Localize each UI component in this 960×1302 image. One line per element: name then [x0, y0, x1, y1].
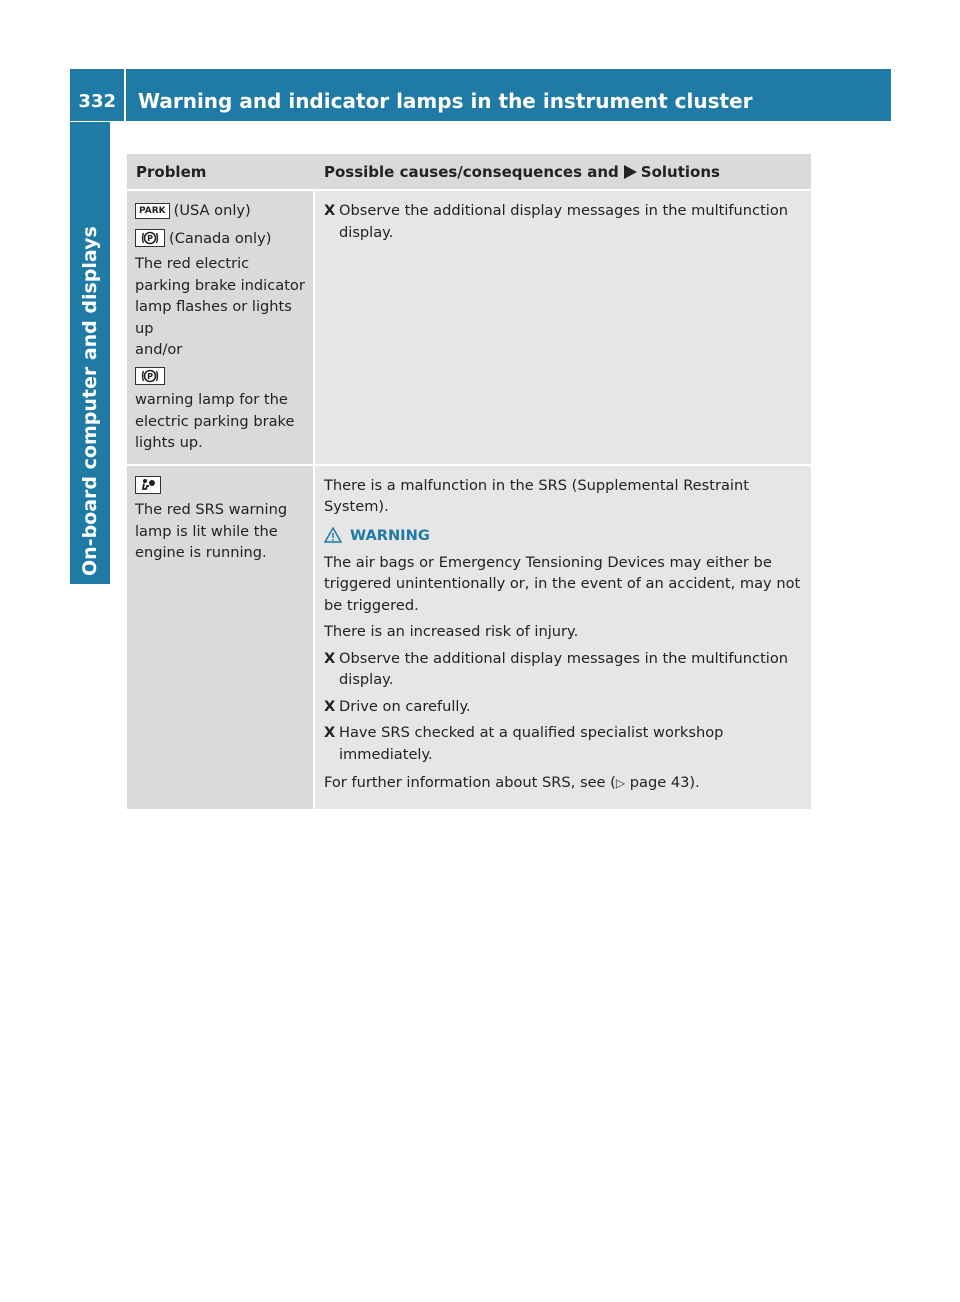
header-problem: Problem — [136, 162, 207, 181]
page-header — [70, 69, 891, 121]
park-icon: PARK — [135, 203, 170, 219]
problem-cell — [127, 466, 315, 809]
step-marker-icon: X — [324, 724, 336, 741]
canada-only-text: (Canada only) — [169, 229, 272, 247]
usa-only-text: (USA only) — [173, 202, 251, 219]
and-or-text: and/or — [135, 341, 183, 358]
table-row — [127, 189, 811, 464]
risk-text: There is an increased risk of injury. — [324, 623, 579, 640]
chapter-side-tab — [70, 122, 110, 584]
section-title: Warning and indicator lamps in the instrument cluster — [138, 89, 753, 113]
warning-heading: WARNING — [324, 527, 803, 544]
table-header-row — [127, 154, 811, 189]
srs-airbag-icon — [135, 476, 161, 494]
header-solutions-suffix: Solutions — [640, 162, 720, 181]
page-number: 332 — [70, 69, 126, 121]
header-solutions-prefix: Possible causes/consequences and — [324, 162, 619, 181]
problem-description-2: warning lamp for the electric parking brake lights up. — [135, 391, 295, 451]
svg-text:P: P — [147, 233, 153, 243]
malfunction-text: There is a malfunction in the SRS (Supplemental Restraint System). — [324, 476, 749, 515]
page-ref-arrow-icon: ▷ — [615, 776, 626, 790]
parking-brake-warning-icon — [135, 367, 165, 385]
problem-solution-table — [127, 154, 811, 809]
svg-text:P: P — [147, 371, 153, 381]
chapter-label: On-board computer and displays — [79, 226, 101, 576]
solution-cell — [315, 191, 811, 464]
warning-triangle-icon — [324, 527, 342, 543]
problem-description: The red SRS warning lamp is lit while the engine is running. — [135, 501, 288, 561]
instruction-step: X Drive on carefully. — [324, 696, 803, 718]
problem-cell — [127, 191, 315, 464]
warning-text: The air bags or Emergency Tensioning Devices may either be triggered unintentionally or, in the event of an accident, may not be triggered. — [324, 553, 801, 614]
header-solutions — [315, 154, 811, 189]
parking-brake-icon — [135, 229, 165, 247]
step-marker-icon: X — [324, 202, 336, 219]
step-marker-icon: X — [324, 649, 336, 667]
instruction-step: X Have SRS checked at a qualified specialist workshop immediately. — [324, 722, 803, 765]
step-marker-icon: X — [324, 697, 336, 715]
problem-description: The red electric parking brake indicator lamp flashes or lights up — [135, 255, 305, 337]
instruction-step: X Observe the additional display messages in the multifunction display. — [324, 648, 803, 691]
play-arrow-icon — [623, 165, 637, 179]
page-reference-link[interactable]: page 43 — [629, 774, 690, 791]
table-row — [127, 464, 811, 809]
solution-cell — [315, 466, 811, 809]
instruction-step: X Observe the additional display messages in the multifunction display. — [324, 200, 803, 243]
further-info: For further information about SRS, see (▷ page 43). — [324, 774, 700, 791]
